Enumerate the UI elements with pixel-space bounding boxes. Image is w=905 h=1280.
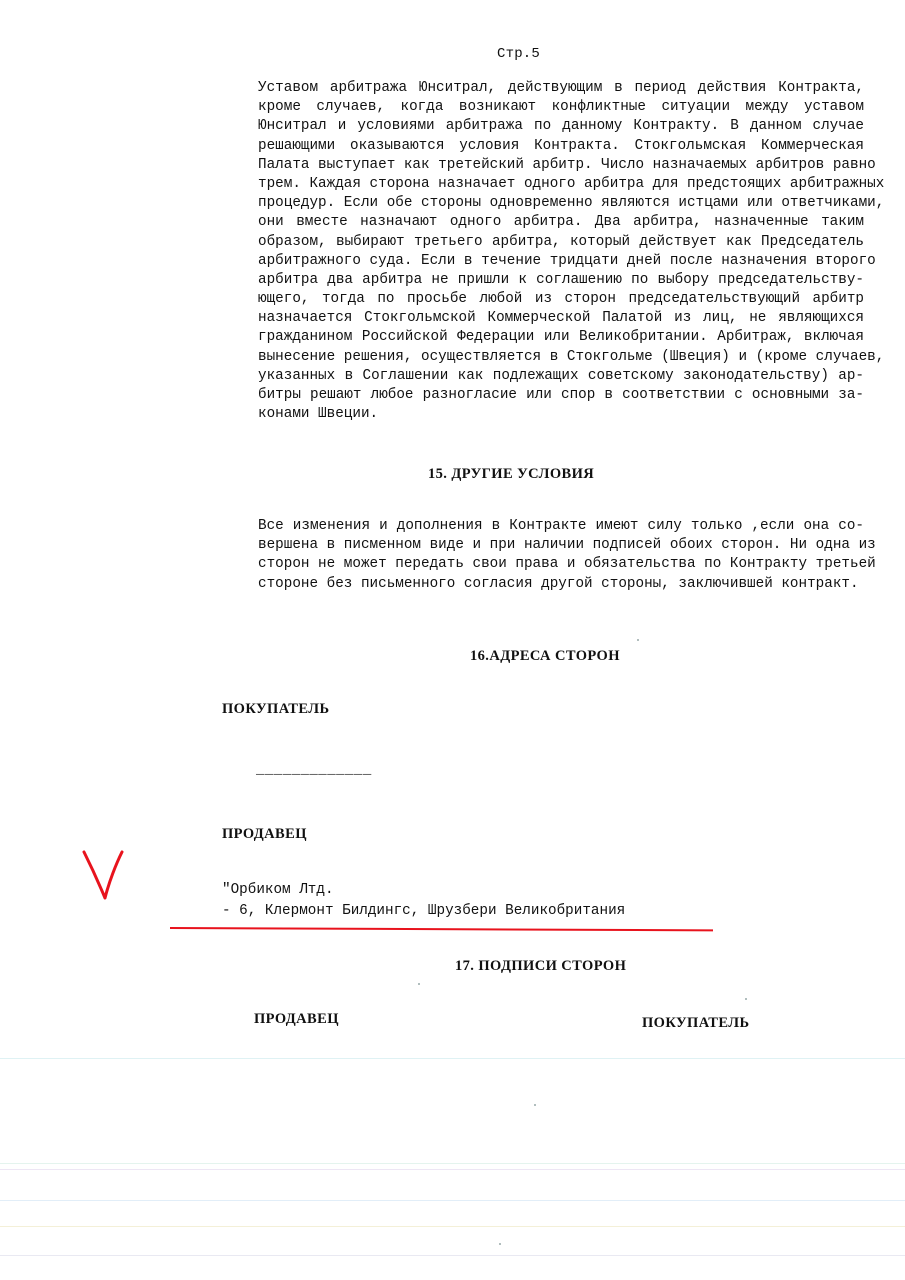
scan-speck [499, 1243, 501, 1245]
paragraph-line: трем. Каждая сторона назначает одного арбитра для предстоящих арбитражных [258, 175, 885, 192]
seller-address-label: ПРОДАВЕЦ [222, 826, 307, 842]
paragraph-line: ющего, тогда по просьбе любой из сторон председательствующий арбитр [258, 291, 864, 308]
paragraph-line: кроме случаев, когда возникают конфликтные ситуации между уставом [258, 99, 864, 116]
paragraph-line: битры решают любое разногласие или спор в соответствии с основными за- [258, 387, 864, 403]
paragraph-line: арбитражного суда. Если в течение тридцати дней после назначения второго [258, 252, 876, 269]
seller-company-name: "Орбиком Лтд. [222, 882, 334, 898]
paragraph-line: вершена в писменном виде и при наличии подписей обоих сторон. Ни одна из [258, 537, 876, 554]
paragraph-line: Юнситрал и условиями арбитража по данному Контракту. В данном случае [258, 118, 864, 135]
section-15-heading: 15. ДРУГИЕ УСЛОВИЯ [428, 466, 595, 482]
red-check-mark-icon [78, 846, 128, 902]
paragraph-line: вынесение решения, осуществляется в Стокгольме (Швеция) и (кроме случаев, [258, 348, 885, 365]
paragraph-line: конами Швеции. [258, 406, 379, 423]
paragraph-line: гражданином Российской Федерации или Великобритании. Арбитраж, включая [258, 329, 864, 346]
scanner-streak [0, 1058, 905, 1059]
paragraph-line: решающими оказываются условия Контракта. Стокгольмская Коммерческая [258, 137, 864, 154]
paragraph-line: Палата выступает как третейский арбитр. Число назначаемых арбитров равно [258, 156, 876, 173]
paragraph-line: назначается Стокгольмской Коммерческой Палатой из лиц, не являющихся [258, 310, 864, 327]
paragraph-line: стороне без письменного согласия другой стороны, заключившей контракт. [258, 575, 859, 592]
seller-street-address: - 6, Клермонт Билдингс, Шрузбери Великобритания [222, 903, 626, 919]
seller-signature-label: ПРОДАВЕЦ [254, 1011, 339, 1027]
paragraph-line: сторон не может передать свои права и обязательства по Контракту третьей [258, 556, 876, 573]
section-17-heading: 17. ПОДПИСИ СТОРОН [455, 958, 627, 974]
scan-speck [534, 1104, 536, 1106]
paragraph-line: арбитра два арбитра не пришли к соглашению по выбору председательству- [258, 271, 864, 288]
buyer-signature-label: ПОКУПАТЕЛЬ [642, 1015, 750, 1031]
scan-speck [418, 983, 420, 985]
scanner-streak [0, 1200, 905, 1201]
seller-address [222, 880, 625, 922]
changes-paragraph [258, 517, 876, 594]
section-16-heading: 16.АДРЕСА СТОРОН [470, 648, 620, 664]
paragraph-line: Уставом арбитража Юнситрал, действующим в период действия Контракта, [258, 80, 864, 96]
scan-speck [745, 998, 747, 1000]
scanner-streak [0, 1226, 905, 1227]
scan-speck [637, 639, 639, 641]
paragraph-line: Все изменения и дополнения в Контракте имеют силу только ,если она со- [258, 518, 864, 534]
scanner-streak [0, 1163, 905, 1164]
paragraph-line: указанных в Соглашении как подлежащих советскому законодательству) ар- [258, 367, 864, 384]
paragraph-line: процедур. Если обе стороны одновременно являются истцами или ответчиками, [258, 195, 885, 212]
buyer-address-label: ПОКУПАТЕЛЬ [222, 701, 330, 717]
scanner-streak [0, 1255, 905, 1256]
paragraph-line: образом, выбирают третьего арбитра, который действует как Председатель [258, 233, 864, 250]
buyer-address-blank: _____________ [256, 762, 372, 778]
arbitration-paragraph [258, 79, 885, 424]
red-pen-underline [170, 927, 713, 931]
scanner-streak [0, 1169, 905, 1170]
page-number: Стр.5 [497, 46, 541, 62]
paragraph-line: они вместе назначают одного арбитра. Два арбитра, назначенные таким [258, 214, 864, 231]
